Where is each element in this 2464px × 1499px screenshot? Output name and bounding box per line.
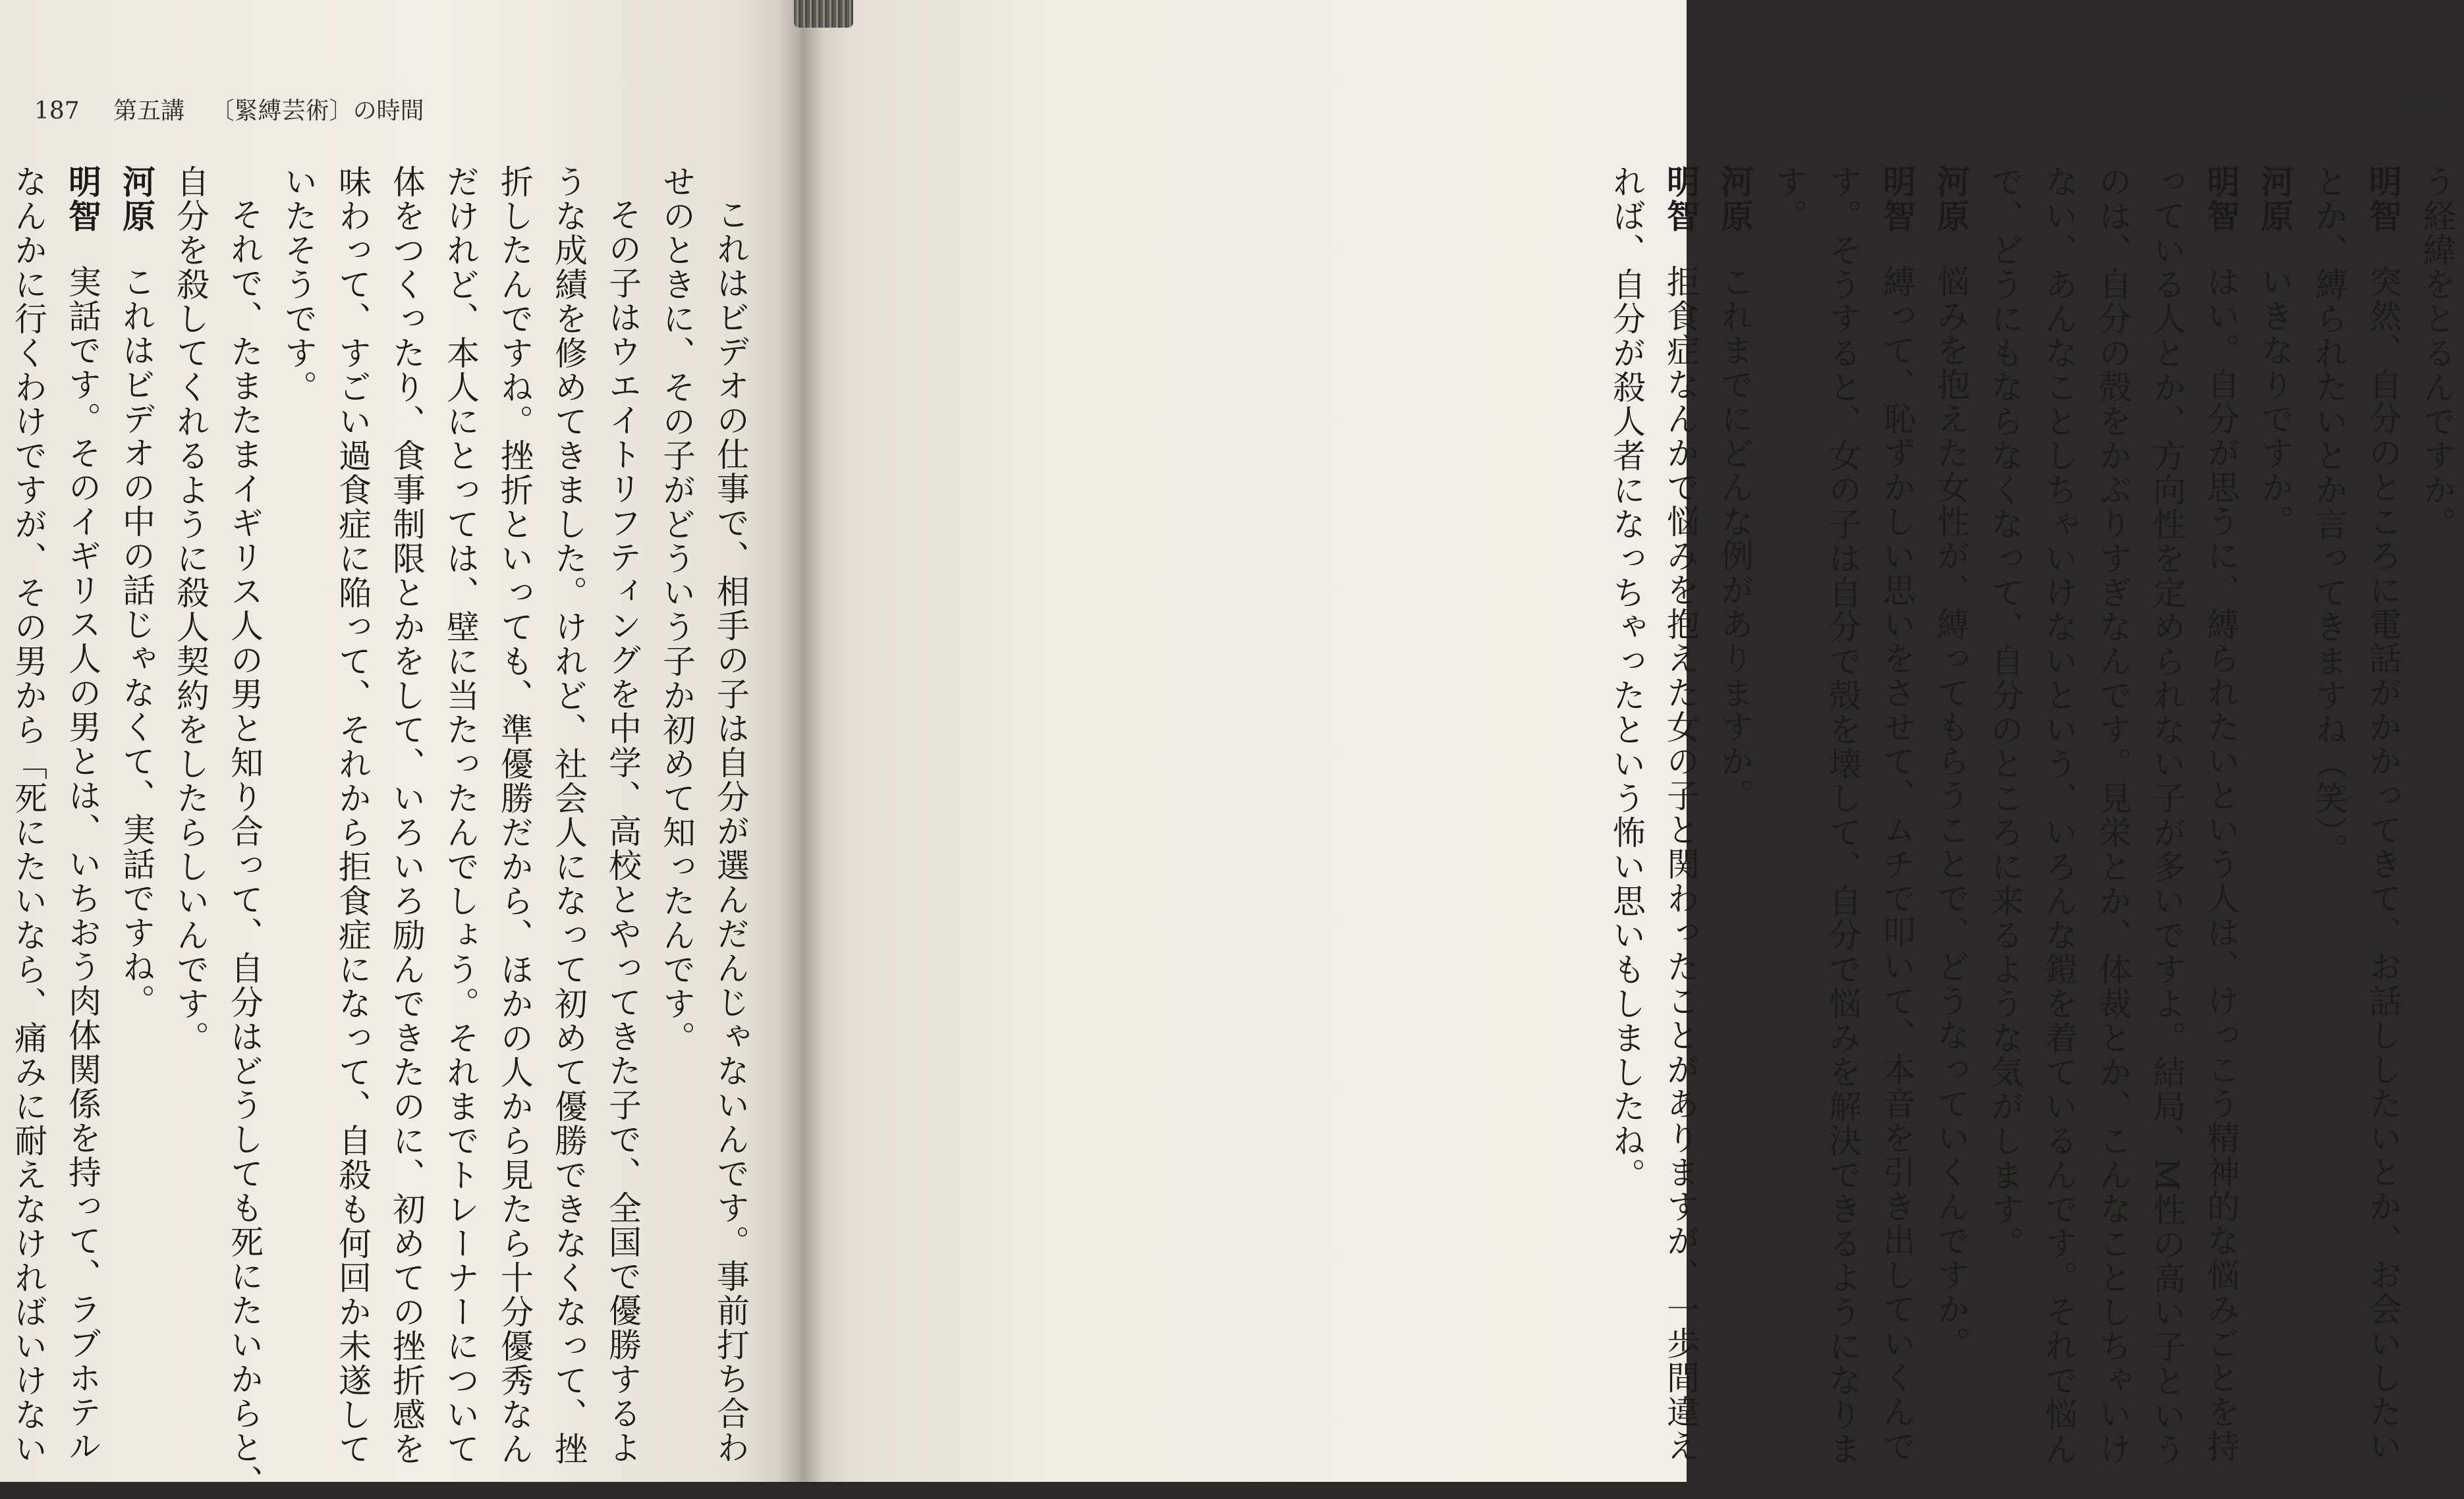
right-page-number: 186 xyxy=(2398,92,2444,119)
line-text: 自分を殺してくれるように殺人契約をしたらしいんです。 xyxy=(171,165,210,1055)
line-text: とか、縛られたいとか言ってきますね（笑）。 xyxy=(2310,165,2348,867)
line-text: う経緯をとるんですか。 xyxy=(2418,165,2456,541)
text-line xyxy=(1,165,55,1466)
line-text: うな成績を修めてきました。けれど、社会人になって初めて優勝できなくなって、挫 xyxy=(549,165,588,1466)
line-text: 悩みを抱えた女性が、縛ってもらうことで、どうなっていくんですか。 xyxy=(1932,265,1970,1361)
text-line xyxy=(2032,165,2086,1466)
line-text: 味わって、すごい過食症に陥って、それから拒食症になって、自殺も何回か未遂して xyxy=(333,165,372,1466)
text-line xyxy=(1924,165,1978,1449)
line-text: せのときに、その子がどういう子か初めて知ったんです。 xyxy=(658,165,696,1055)
right-page xyxy=(800,0,2456,1482)
line-text: これはビデオの仕事で、相手の子は自分が選んだんじゃないんです。事前打ち合わ xyxy=(712,198,750,1465)
text-line xyxy=(650,165,704,1449)
text-line xyxy=(0,165,1,1449)
speaker-name: 明智 xyxy=(1662,165,1700,233)
text-line xyxy=(1816,165,1870,1466)
line-text: す。 xyxy=(1770,165,1808,233)
speaker-name: 明智 xyxy=(2364,165,2402,233)
left-page-number: 187 xyxy=(34,97,80,124)
line-text: その子はウエイトリフティングを中学、高校とやってきた子で、全国で優勝するよ xyxy=(603,198,642,1465)
text-line xyxy=(434,165,488,1466)
text-line xyxy=(488,165,542,1466)
text-line xyxy=(2302,165,2356,1449)
left-page-body xyxy=(9,165,758,1499)
speaker-name: 明智 xyxy=(2202,165,2240,233)
line-text: 実話です。そのイギリス人の男とは、いちおう肉体関係を持って、ラブホテル xyxy=(63,265,101,1463)
line-text: 折したんですね。挫折といっても、準優勝だから、ほかの人から見たら十分優秀なん xyxy=(495,165,534,1466)
speaker-name: 河原 xyxy=(1716,165,1754,233)
speaker-name: 河原 xyxy=(1932,165,1970,233)
text-line xyxy=(596,165,650,1465)
text-line xyxy=(109,165,163,1449)
text-line xyxy=(2194,165,2248,1463)
speaker-name: 河原 xyxy=(117,165,155,233)
speaker-name: 河原 xyxy=(2256,165,2294,233)
text-line xyxy=(271,165,325,1449)
text-line xyxy=(2356,165,2410,1463)
left-running-header xyxy=(34,92,424,126)
text-line xyxy=(2140,165,2194,1467)
bookmark-ribbon xyxy=(794,0,853,28)
text-line xyxy=(1654,165,1708,1463)
chapter-title: 〔緊縛芸術〕の時間 xyxy=(210,97,424,124)
line-text: っている人とか、方向性を定められない子が多いですよ。結局、M性の高い子という xyxy=(2148,165,2186,1467)
line-text: だけれど、本人にとっては、壁に当たったんでしょう。それまでトレーナーについて xyxy=(441,165,480,1466)
text-line xyxy=(1600,165,1654,1449)
line-text: 突然、自分のところに電話がかかってきて、お話ししたいとか、お会いしたい xyxy=(2364,265,2402,1463)
line-text: 縛って、恥ずかしい思いをさせて、ムチで叩いて、本音を引き出していくんで xyxy=(1878,265,1916,1463)
right-page-body xyxy=(1608,165,2464,1467)
text-line xyxy=(2410,165,2464,1449)
text-line xyxy=(379,165,434,1466)
line-text: これまでにどんな例がありますか。 xyxy=(1716,265,1754,813)
text-line xyxy=(325,165,379,1466)
line-text: す。そうすると、女の子は自分で殻を壊して、自分で悩みを解決できるようになりま xyxy=(1824,165,1862,1466)
text-line xyxy=(2086,165,2140,1466)
text-line xyxy=(1708,165,1762,1449)
text-line xyxy=(163,165,217,1449)
text-line xyxy=(217,165,271,1499)
line-text: それで、たまたまイギリス人の男と知り合って、自分はどうしても死にたいからと、 xyxy=(225,198,264,1499)
speaker-name: 明智 xyxy=(1878,165,1916,233)
line-text: 体をつくったり、食事制限とかをして、いろいろ励んできたのに、初めての挫折感を xyxy=(387,165,426,1466)
text-line xyxy=(704,165,758,1465)
line-text: なんかに行くわけですが、その男から「死にたいなら、痛みに耐えなければいけない xyxy=(9,165,47,1466)
line-text: のは、自分の殻をかぶりすぎなんです。見栄とか、体裁とか、こんなことしちゃいけ xyxy=(2094,165,2132,1466)
text-line xyxy=(1870,165,1924,1463)
line-text: 拒食症なんかで悩みを抱えた女の子と関わったことがありますが、一歩間違え xyxy=(1662,265,1700,1463)
line-text: いたそうです。 xyxy=(279,165,318,404)
line-text: れば、自分が殺人者になっちゃったという怖い思いもしましたね。 xyxy=(1608,165,1646,1192)
text-line xyxy=(1762,165,1816,1449)
speaker-name: 明智 xyxy=(63,165,101,233)
text-line xyxy=(55,165,109,1463)
line-text: ない、あんなことしちゃいけないという、いろんな鎧を着ているんです。それで悩ん xyxy=(2040,165,2078,1466)
line-text: はい。自分が思うに、縛られたいという人は、けっこう精神的な悩みごとを持 xyxy=(2202,265,2240,1463)
left-page xyxy=(0,0,800,1499)
text-line xyxy=(2248,165,2302,1449)
chapter-label: 第五講 xyxy=(113,97,185,124)
text-line xyxy=(542,165,596,1466)
text-line xyxy=(1978,165,2032,1449)
line-text: で、どうにもならなくなって、自分のところに来るような気がします。 xyxy=(1986,165,2024,1261)
line-text: これはビデオの中の話じゃなくて、実話ですね。 xyxy=(117,265,155,1018)
line-text: いきなりですか。 xyxy=(2256,265,2294,539)
